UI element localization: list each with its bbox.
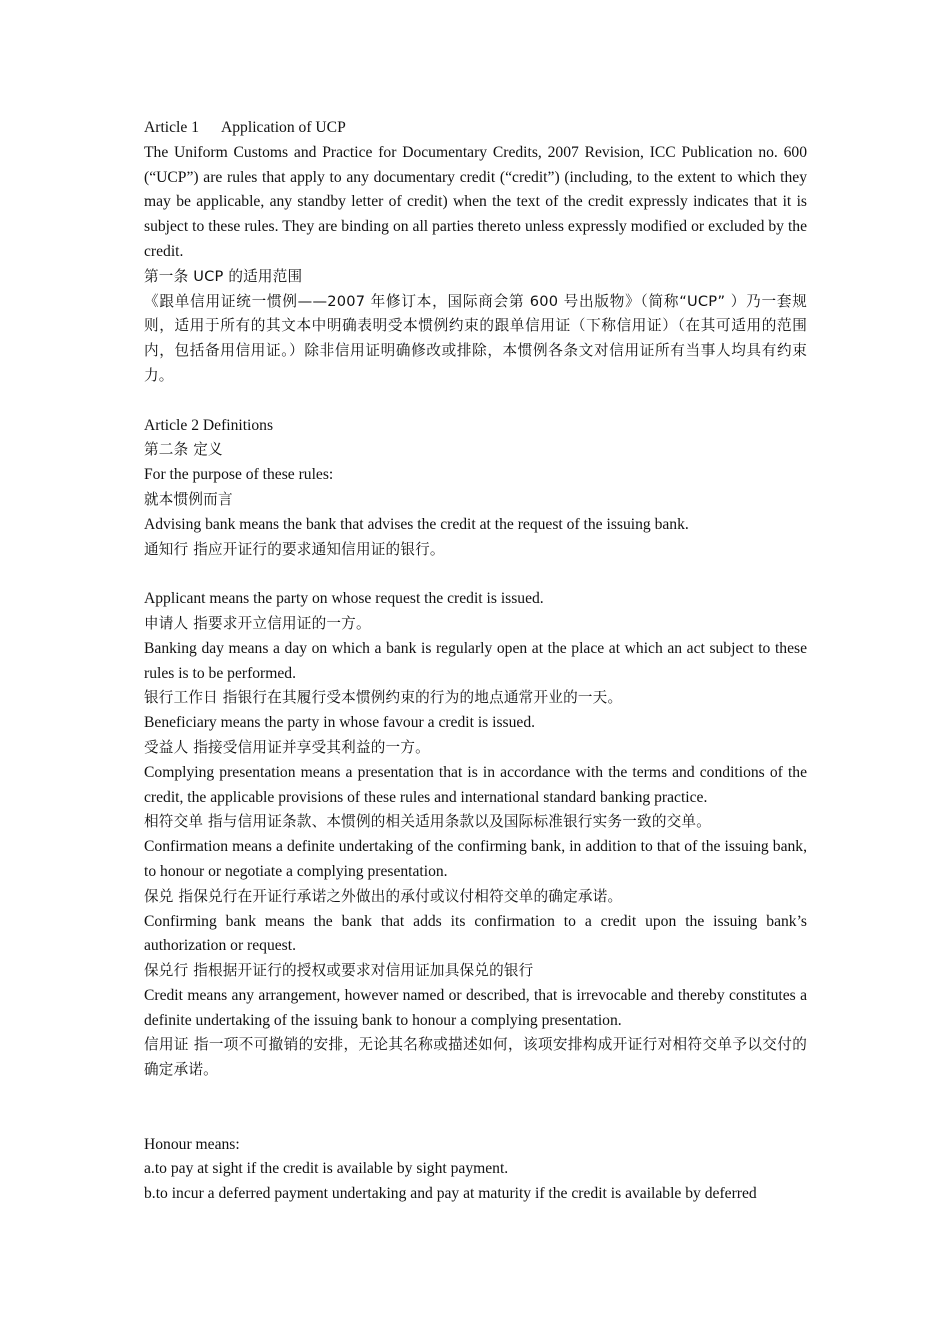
definition-complying-presentation-en: Complying presentation means a presentation that is in accordance with the terms and conditions of the credit, the applicable provisions of these rules and international standard banking practice. xyxy=(144,763,807,806)
definition-beneficiary-en: Beneficiary means the party in whose favour a credit is issued. xyxy=(144,714,536,732)
definitions-intro-en: For the purpose of these rules: xyxy=(144,466,334,484)
document-page xyxy=(144,116,807,1207)
definition-applicant-zh: 申请人 指要求开立信用证的一方。 xyxy=(144,614,371,632)
article-1-heading xyxy=(144,116,807,141)
definition-honour-intro: Honour means: xyxy=(144,1135,240,1153)
article-1-title: Application of UCP xyxy=(221,119,346,136)
definition-confirmation-zh: 保兑 指保兑行在开证行承诺之外做出的承付或议付相符交单的确定承诺。 xyxy=(144,887,623,905)
article-2-heading-zh: 第二条 定义 xyxy=(144,441,223,459)
article-1-body-en: The Uniform Customs and Practice for Documentary Credits, 2007 Revision, ICC Publication no. 600 (“UCP”) are rules that apply to any documentary credit (“credit”) (including, to the extent to which they may be applicable, any standby letter of credit) when the text of the credit expressly indicates that it is subject to these rules. They are binding on all parties thereto unless expressly modified or excluded by the credit. xyxy=(144,143,807,260)
definitions-intro-zh: 就本惯例而言 xyxy=(144,490,233,508)
definition-confirming-bank-en: Confirming bank means the bank that adds its confirmation to a credit upon the issuing bank’s authorization or request. xyxy=(144,912,807,955)
definition-confirmation-en: Confirmation means a definite undertaking of the confirming bank, in addition to that of the issuing bank, to honour or negotiate a complying presentation. xyxy=(144,838,807,880)
definition-advising-bank-en: Advising bank means the bank that advises the credit at the request of the issuing bank. xyxy=(144,515,689,533)
definition-applicant-en: Applicant means the party on whose request the credit is issued. xyxy=(144,590,544,608)
definition-advising-bank-zh: 通知行 指应开证行的要求通知信用证的银行。 xyxy=(144,540,445,558)
article-2-heading: Article 2 Definitions xyxy=(144,416,274,434)
definition-credit-en: Credit means any arrangement, however named or described, that is irrevocable and thereby constitutes a definite undertaking of the issuing bank to honour a complying presentation. xyxy=(144,986,807,1029)
article-1-body-zh: 《跟单信用证统一惯例——2007 年修订本，国际商会第 600 号出版物》（简称“UCP” ）乃一套规则，适用于所有的其文本中明确表明受本惯例约束的跟单信用证（下称信用证）（在其可适用的范围内，包括备用信用证。）除非信用证明确修改或排除，本惯例各条文对信用证所有当事人均具有约束力。 xyxy=(144,292,807,384)
definition-complying-presentation-zh: 相符交单 指与信用证条款、本惯例的相关适用条款以及国际标准银行实务一致的交单。 xyxy=(144,813,712,831)
definition-credit-zh: 信用证 指一项不可撤销的安排，无论其名称或描述如何，该项安排构成开证行对相符交单予以交付的确定承诺。 xyxy=(144,1036,807,1079)
definition-confirming-bank-zh: 保兑行 指根据开证行的授权或要求对信用证加具保兑的银行 xyxy=(144,962,534,980)
definition-banking-day-en: Banking day means a day on which a bank is regularly open at the place at which an act subject to these rules is to be performed. xyxy=(144,639,807,682)
definition-banking-day-zh: 银行工作日 指银行在其履行受本惯例约束的行为的地点通常开业的一天。 xyxy=(144,689,623,707)
definition-honour-item-b: b.to incur a deferred payment undertaking and pay at maturity if the credit is available by deferred xyxy=(144,1185,757,1203)
article-1-number: Article 1 xyxy=(144,119,199,136)
definition-beneficiary-zh: 受益人 指接受信用证并享受其利益的一方。 xyxy=(144,738,430,756)
article-1-heading-zh: 第一条 UCP 的适用范围 xyxy=(144,267,303,285)
definition-honour-item-a: a.to pay at sight if the credit is available by sight payment. xyxy=(144,1160,509,1178)
